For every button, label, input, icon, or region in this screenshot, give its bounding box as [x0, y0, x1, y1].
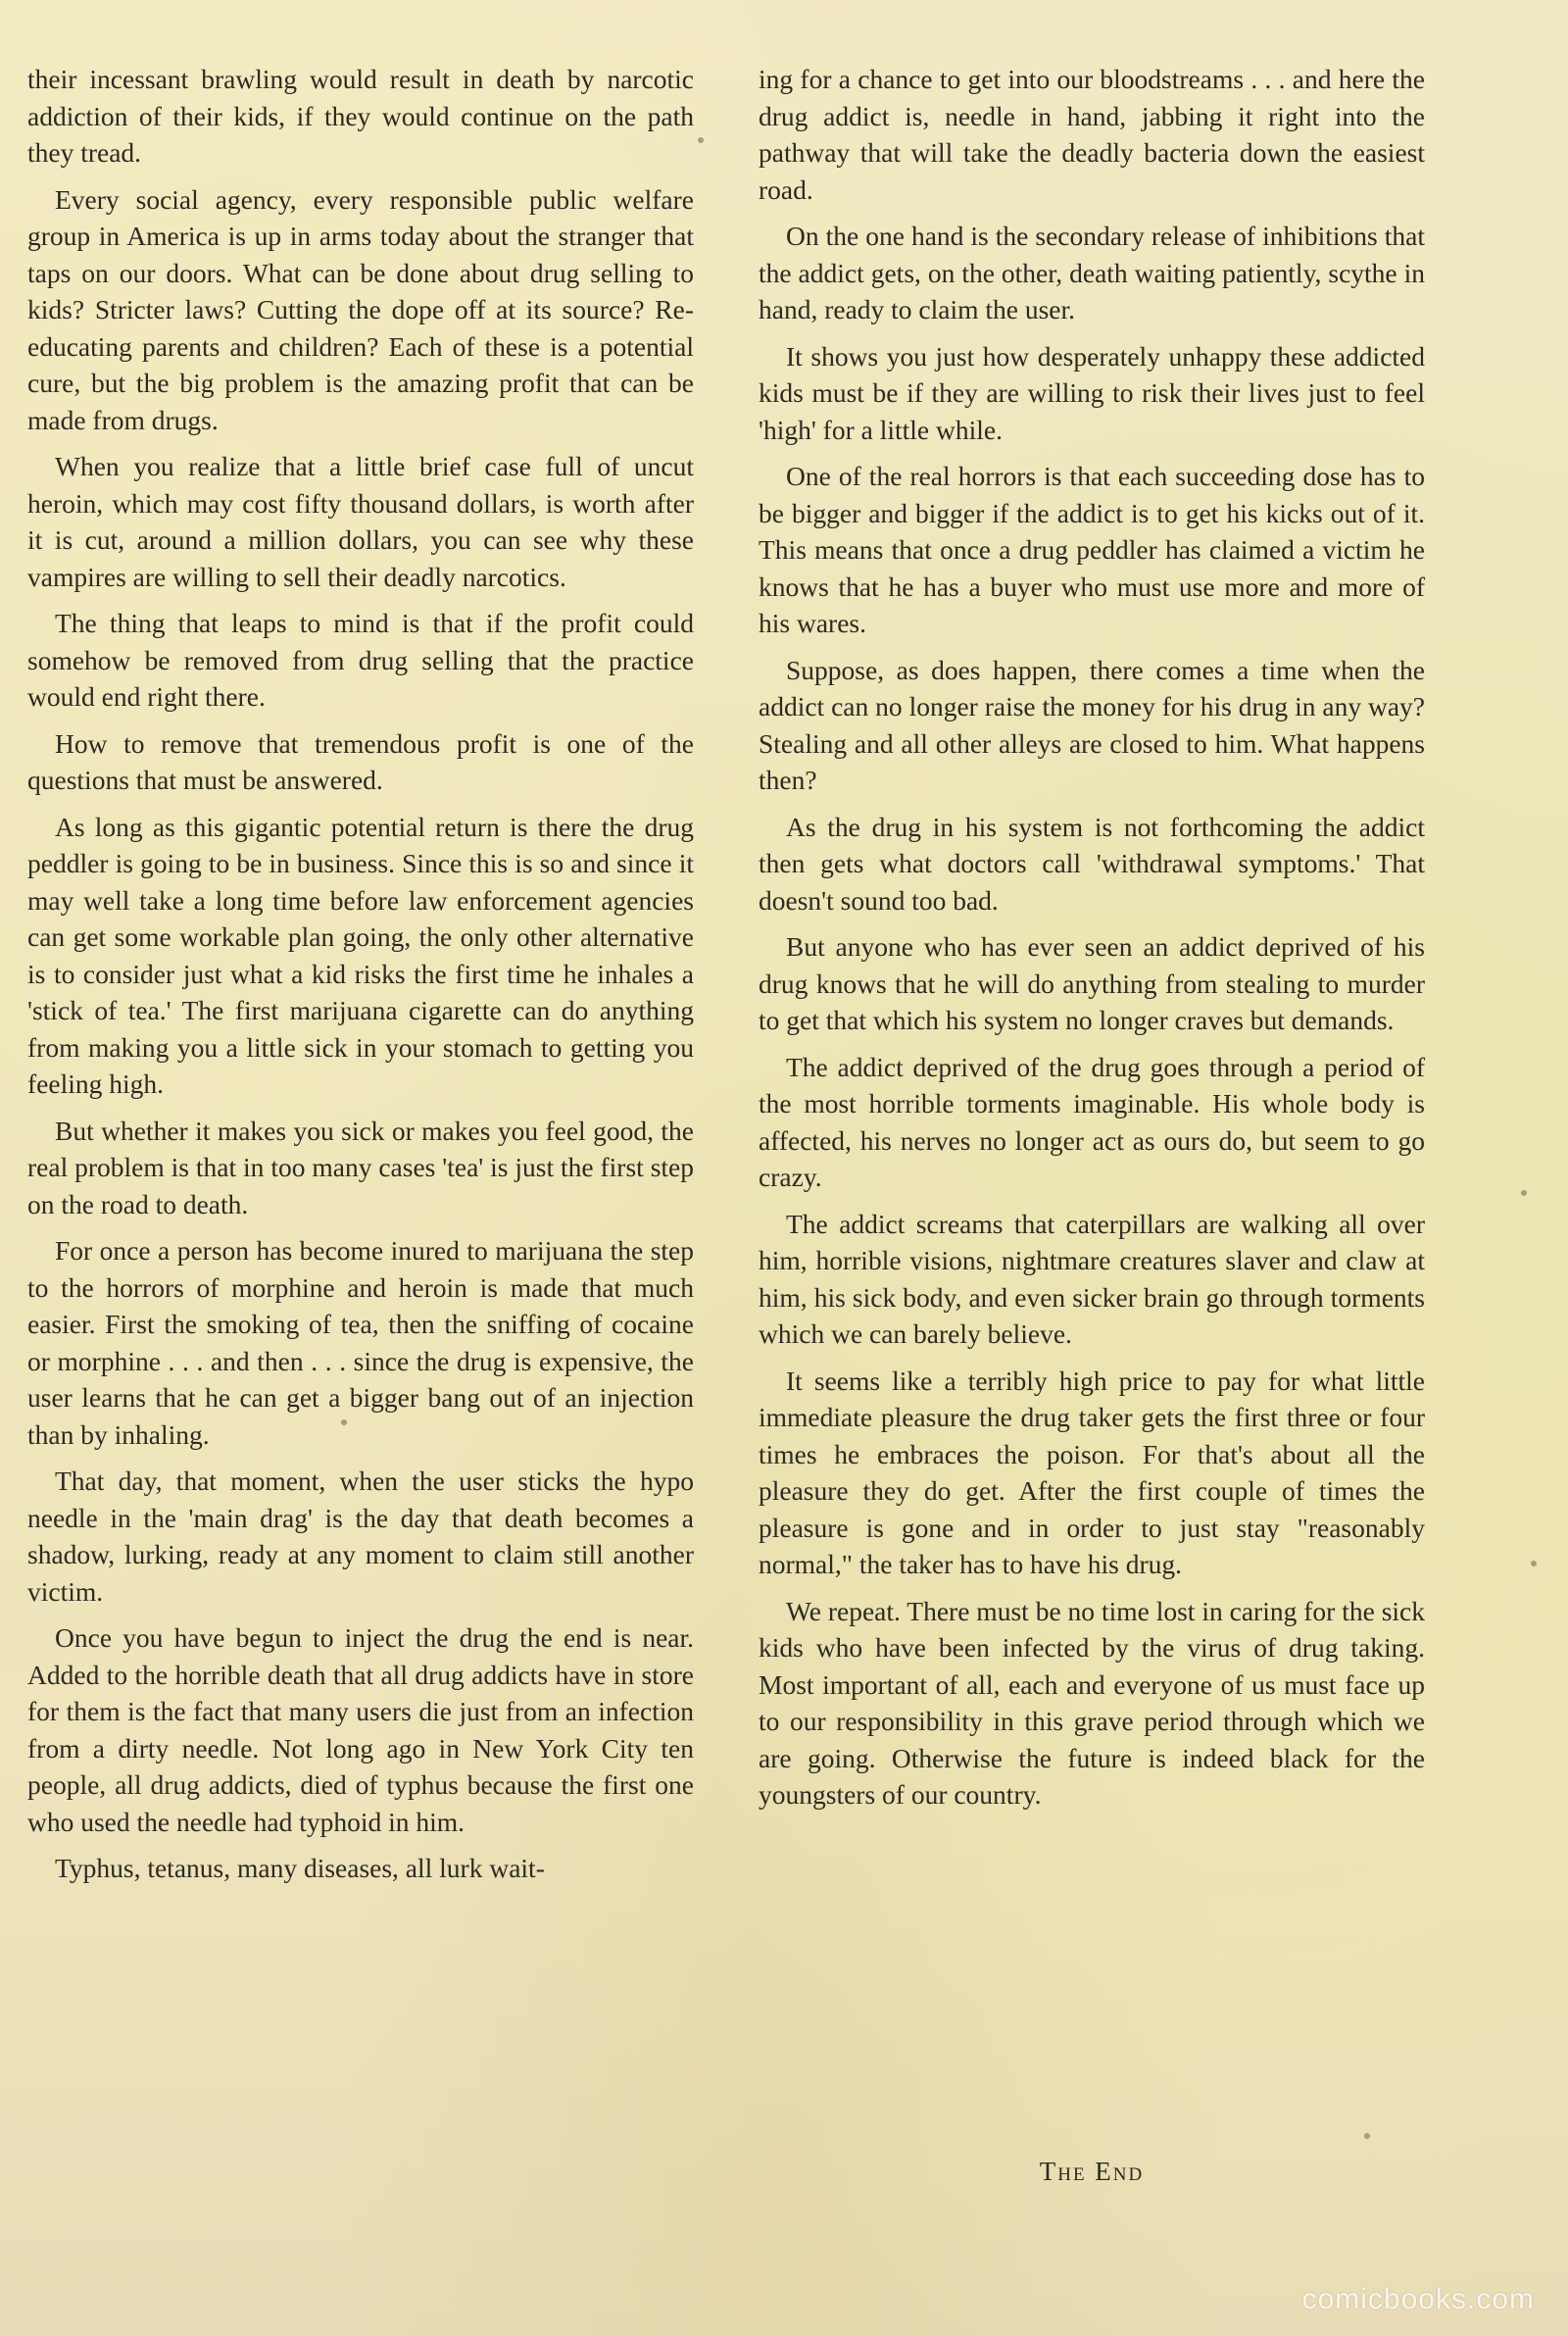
paragraph: The addict screams that caterpillars are walking all over him, horrible visions, nightmare creatures slaver and claw at him, his sick body, and even sicker brain go through torments which we can barely believe.: [759, 1208, 1425, 1349]
paragraph: But anyone who has ever seen an addict deprived of his drug knows that he will do anything from stealing to murder to get that which his system no longer craves but demands.: [759, 931, 1425, 1035]
paragraph: That day, that moment, when the user sticks the hypo needle in the 'main drag' is the day that death becomes a shadow, lurking, ready at any moment to claim still another victim.: [27, 1466, 694, 1607]
paragraph: On the one hand is the secondary release of inhibitions that the addict gets, on the other, death waiting patiently, scythe in hand, ready to claim the user.: [759, 221, 1425, 324]
paragraph: Typhus, tetanus, many diseases, all lurk wait-: [55, 1853, 545, 1883]
print-speck: [1521, 1190, 1527, 1196]
the-end-mark: The End: [1039, 2157, 1145, 2186]
paragraph: It shows you just how desperately unhappy these addicted kids must be if they are willing to risk their lives just to feel 'high' for a little while.: [759, 340, 1425, 445]
paragraph: For once a person has become inured to marijuana the step to the horrors of morphine and heroin is made that much easier. First the smoking of tea, then the sniffing of cocaine or morphine . . . and then . . . since the drug is expensive, the user learns that he can get a bigger bang out of an injection than by inhaling.: [27, 1235, 694, 1450]
paragraph: Once you have begun to inject the drug the end is near. Added to the horrible death that all drug addicts have in store for them is the fact that many users die just from an infection from a dirty needle. Not long ago in New York City ten people, all drug addicts, died of typhus because the first one who used the needle had typhoid in him.: [27, 1622, 694, 1837]
paragraph: The addict deprived of the drug goes through a period of the most horrible torments imaginable. His whole body is affected, his nerves no longer act as ours do, but seem to go crazy.: [759, 1051, 1425, 1192]
paragraph: Suppose, as does happen, there comes a time when the addict can no longer raise the money for his drug in any way? Stealing and all other alleys are closed to him. What happens then?: [759, 654, 1425, 795]
left-column: [27, 61, 694, 1897]
site-watermark: comicbooks.com: [1301, 2283, 1535, 2315]
paragraph: Every social agency, every responsible public welfare group in America is up in arms today about the stranger that taps on our doors. What can be done about drug selling to kids? Stricter laws? Cutting the dope off at its source? Re-educating parents and children? Each of these is a potential cure, but the big problem is the amazing profit that can be made from drugs.: [27, 183, 694, 435]
paragraph: ing for a chance to get into our bloodstreams . . . and here the drug addict is, needle in hand, jabbing it right into the pathway that will take the deadly bacteria down the easiest road.: [759, 64, 1425, 205]
paragraph: But whether it makes you sick or makes you feel good, the real problem is that in too many cases 'tea' is just the first step on the road to death.: [27, 1115, 694, 1219]
paragraph: their incessant brawling would result in death by narcotic addiction of their kids, if they would continue on the path they tread.: [27, 64, 694, 168]
paragraph: The thing that leaps to mind is that if the profit could somehow be removed from drug selling that the practice would end right there.: [27, 608, 694, 712]
print-speck: [1531, 1561, 1537, 1566]
paragraph: One of the real horrors is that each succeeding dose has to be bigger and bigger if the addict is to get his kicks out of it. This means that once a drug peddler has claimed a victim he knows that he has a buyer who must use more and more of his wares.: [759, 461, 1425, 638]
paragraph: We repeat. There must be no time lost in caring for the sick kids who have been infected by the virus of drug taking. Most important of all, each and everyone of us must face up to our responsibility in this grave period through which we are going. Otherwise the future is indeed black for the youngsters of our country.: [759, 1595, 1425, 1810]
paragraph: How to remove that tremendous profit is one of the questions that must be answered.: [27, 727, 694, 795]
right-column: [759, 61, 1425, 1823]
paragraph: As long as this gigantic potential return is there the drug peddler is going to be in business. Since this is so and since it may well take a long time before law enforcement agencies can get some workable plan going, the only other alternative is to consider just what a kid risks the first time he inhales a 'stick of tea.' The first marijuana cigarette can do anything from making you a little sick in your stomach to getting you feeling high.: [27, 811, 694, 1099]
print-speck: [341, 1419, 347, 1425]
paragraph: It seems like a terribly high price to pay for what little immediate pleasure the drug taker gets the first three or four times he embraces the poison. For that's about all the pleasure they do get. After the first couple of times the pleasure is gone and in order to just stay "reasonably normal," the taker has to have his drug.: [759, 1365, 1425, 1579]
print-speck: [698, 137, 704, 143]
paragraph: When you realize that a little brief case full of uncut heroin, which may cost fifty thousand dollars, is worth after it is cut, around a million dollars, you can see why these vampires are willing to sell their deadly narcotics.: [27, 451, 694, 592]
paragraph: As the drug in his system is not forthcoming the addict then gets what doctors call 'withdrawal symptoms.' That doesn't sound too bad.: [759, 811, 1425, 916]
print-speck: [1364, 2133, 1370, 2139]
